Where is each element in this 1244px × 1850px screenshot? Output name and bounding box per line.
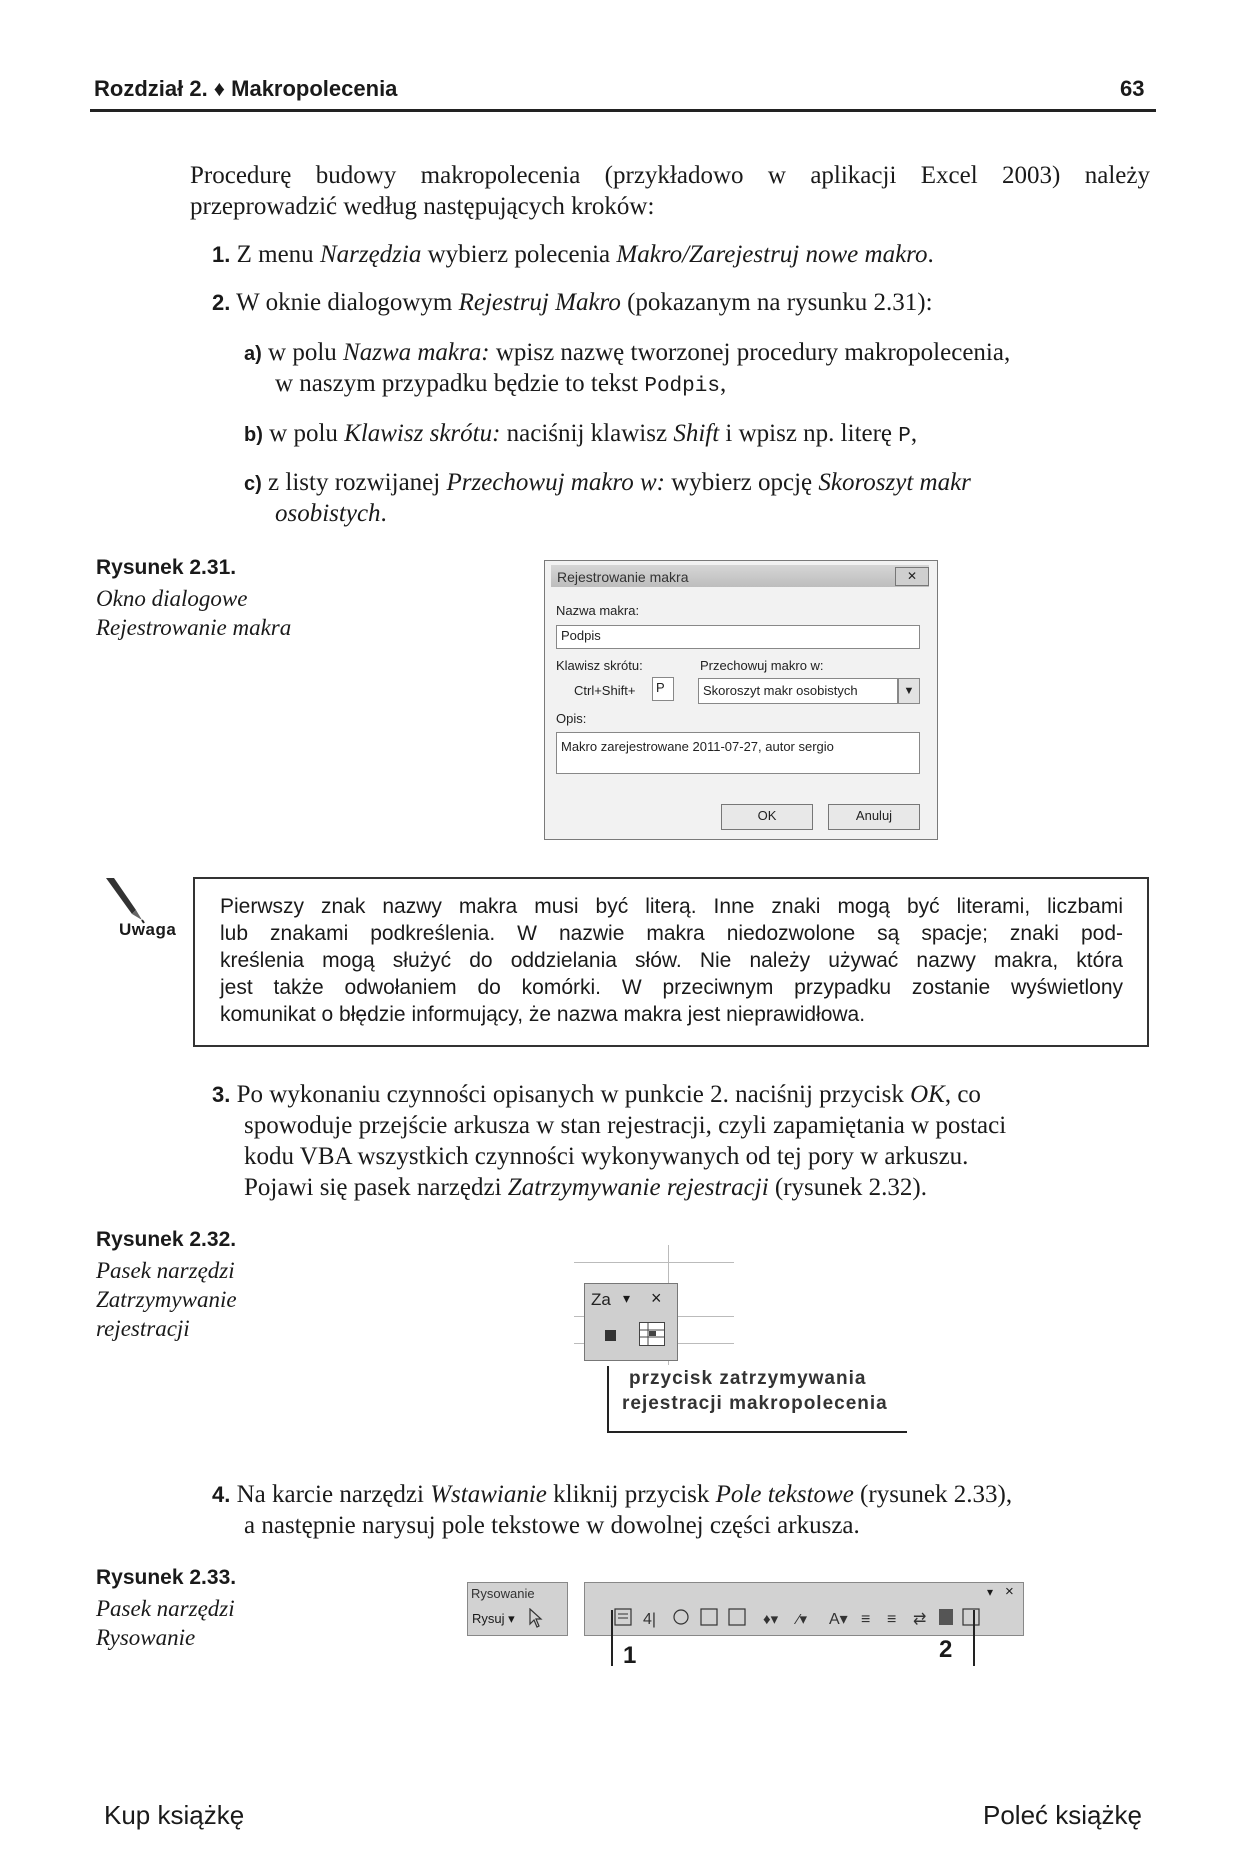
drawing-toolbar-left xyxy=(467,1582,568,1636)
fig-2-31-caption-1: Okno dialogowe xyxy=(96,586,248,611)
fig-2-33-caption-1: Pasek narzędzi xyxy=(96,1596,235,1621)
step-b-label: b) xyxy=(244,424,263,446)
fig-2-31-caption-2: Rejestrowanie makra xyxy=(96,615,292,640)
close-icon[interactable]: × xyxy=(651,1288,662,1308)
svg-text:≡: ≡ xyxy=(861,1611,871,1628)
step-4 xyxy=(212,1479,1012,1510)
fig-2-32-caption-3: rejestracji xyxy=(96,1316,190,1341)
select-objects-icon[interactable] xyxy=(528,1608,544,1633)
svg-text:⇄: ⇄ xyxy=(913,1611,927,1628)
note-line-5: komunikat o błędzie informujący, że nazwa makra jest nieprawidłowa. xyxy=(220,1003,866,1026)
step-2 xyxy=(212,287,933,318)
svg-text:4|: 4| xyxy=(643,1611,657,1628)
step-3-line-1: Po wykonaniu czynności opisanych w punkcie 2. naciśnij przycisk xyxy=(236,1081,911,1108)
step-a-text: w polu xyxy=(268,339,344,366)
step-3-number: 3. xyxy=(212,1082,231,1107)
step-4-mid: kliknij przycisk xyxy=(546,1481,716,1508)
dialog-title: Rejestrowanie makra xyxy=(557,569,689,585)
step-c-end: . xyxy=(380,500,387,527)
ok-button[interactable]: OK xyxy=(721,804,813,830)
step-3-line-1-end: , co xyxy=(944,1081,981,1108)
step-c-mid: wybierz opcję xyxy=(664,469,819,496)
step-3-line-4-end: (rysunek 2.32). xyxy=(768,1174,927,1201)
shortcut-key-input[interactable]: P xyxy=(652,677,674,701)
step-a xyxy=(244,337,1010,370)
field-store-em: Przechowuj makro w: xyxy=(446,469,665,496)
shortcut-prefix: Ctrl+Shift+ xyxy=(574,683,636,698)
step-1-text-mid: wybierz polecenia xyxy=(421,241,617,268)
svg-text:≡: ≡ xyxy=(887,1611,897,1628)
fig-2-32-title: Rysunek 2.32. xyxy=(96,1228,237,1251)
note-label: Uwaga xyxy=(119,920,177,939)
page-number: 63 xyxy=(1120,76,1145,101)
option-skoroszyt-em: Skoroszyt makr xyxy=(818,469,971,496)
stop-recording-icon[interactable] xyxy=(605,1330,616,1341)
callout-text-1: przycisk zatrzymywania xyxy=(629,1368,867,1389)
step-1-number: 1. xyxy=(212,242,231,267)
marker-1-line xyxy=(611,1610,613,1666)
drawing-tool-icons[interactable] xyxy=(611,1605,1021,1631)
record-macro-dialog xyxy=(544,560,938,840)
step-b-mid2: i wpisz np. literę xyxy=(719,420,899,447)
close-icon[interactable]: × xyxy=(1005,1583,1014,1600)
drawing-toolbar-right xyxy=(584,1582,1024,1636)
step-b-text: w polu xyxy=(269,420,345,447)
step-2-text: W oknie dialogowym xyxy=(236,289,459,316)
step-a-end: , xyxy=(719,370,727,397)
step-4-line-1: Na karcie narzędzi xyxy=(236,1481,431,1508)
callout-line-vertical xyxy=(607,1366,609,1432)
step-c-label: c) xyxy=(244,473,262,495)
store-select[interactable]: Skoroszyt makr osobistych xyxy=(698,678,898,704)
relative-reference-icon[interactable] xyxy=(639,1322,665,1346)
step-4-number: 4. xyxy=(212,1482,231,1507)
step-1-end: . xyxy=(927,241,934,268)
marker-1: 1 xyxy=(623,1642,637,1669)
step-3-line-4 xyxy=(244,1172,927,1203)
note-line-1: Pierwszy znak nazwy makra musi być literą. Inne znaki mogą być literami, liczbami xyxy=(220,895,1123,918)
step-3-line-3: kodu VBA wszystkich czynności wykonywanych od tej pory w arkuszu. xyxy=(244,1143,969,1170)
step-4-line-2: a następnie narysuj pole tekstowe w dowolnej części arkusza. xyxy=(244,1512,860,1539)
description-textarea[interactable]: Makro zarejestrowane 2011-07-27, autor sergio xyxy=(556,732,920,774)
code-podpis: Podpis xyxy=(644,375,720,398)
step-b-end: , xyxy=(910,420,918,447)
step-3-line-4-text: Pojawi się pasek narzędzi xyxy=(244,1174,508,1201)
svg-text:A▾: A▾ xyxy=(829,1611,848,1628)
buy-book-link[interactable]: Kup książkę xyxy=(104,1800,245,1830)
button-pole-tekstowe-em: Pole tekstowe xyxy=(715,1481,854,1508)
fig-2-33-caption-2: Rysowanie xyxy=(96,1625,196,1650)
name-label: Nazwa makra: xyxy=(556,603,640,618)
dialog-name-em: Rejestruj Makro xyxy=(458,289,621,316)
step-1 xyxy=(212,239,934,270)
toolbar-name-em: Zatrzymywanie rejestracji xyxy=(507,1174,769,1201)
draw-menu-button[interactable]: Rysuj ▾ xyxy=(472,1611,515,1626)
store-label: Przechowuj makro w: xyxy=(700,658,824,673)
step-2-number: 2. xyxy=(212,290,231,315)
fig-2-32-caption-1: Pasek narzędzi xyxy=(96,1258,235,1283)
step-3-line-2: spowoduje przejście arkusza w stan rejestracji, czyli zapamiętania w postaci xyxy=(244,1112,1007,1139)
step-3 xyxy=(212,1079,981,1110)
note-line-3: kreślenia mogą służyć do oddzielania słów. Nie należy używać nazwy makra, która xyxy=(220,949,1123,972)
button-ok-em: OK xyxy=(910,1081,945,1108)
shortcut-label: Klawisz skrótu: xyxy=(556,658,643,673)
marker-2-line xyxy=(973,1610,975,1666)
note-line-4: jest także odwołaniem do komórki. W przeciwnym przypadku zostanie wyświetlony xyxy=(220,976,1123,999)
command-zarejestruj: Makro/Zarejestruj nowe makro xyxy=(616,241,928,268)
cancel-button[interactable]: Anuluj xyxy=(828,804,920,830)
note-line-2: lub znakami podkreślenia. W nazwie makra niedozwolone są spacje; znaki pod- xyxy=(220,922,1123,945)
description-label: Opis: xyxy=(556,711,587,726)
step-a-line-2 xyxy=(275,368,726,402)
fig-2-33-title: Rysunek 2.33. xyxy=(96,1566,237,1589)
toolbar-options-icon[interactable]: ▾ xyxy=(623,1290,631,1306)
macro-name-input[interactable]: Podpis xyxy=(556,625,920,649)
sheet-gridline xyxy=(574,1262,734,1263)
toolbar-title: Za xyxy=(591,1290,611,1309)
recommend-book-link[interactable]: Poleć książkę xyxy=(983,1800,1142,1830)
callout-text-2: rejestracji makropolecenia xyxy=(622,1393,888,1414)
toolbar-options-icon[interactable]: ▾ xyxy=(987,1585,994,1599)
stop-recording-toolbar xyxy=(584,1283,678,1361)
close-icon[interactable]: ✕ xyxy=(895,567,929,586)
draw-menu-label: Rysuj xyxy=(472,1611,505,1626)
step-c-line-2 xyxy=(275,498,387,529)
field-shortcut-em: Klawisz skrótu: xyxy=(344,420,501,447)
dialog-title-bar xyxy=(551,565,929,587)
fig-2-32-caption-2: Zatrzymywanie xyxy=(96,1287,237,1312)
step-b-mid: naciśnij klawisz xyxy=(500,420,674,447)
step-a-mid: wpisz nazwę tworzonej procedury makropolecenia, xyxy=(489,339,1011,366)
chevron-down-icon[interactable]: ▼ xyxy=(898,678,920,704)
svg-text:♦▾: ♦▾ xyxy=(763,1611,779,1628)
step-a-line-2-text: w naszym przypadku będzie to tekst xyxy=(275,370,645,397)
code-p: P xyxy=(898,425,911,448)
header-rule xyxy=(90,109,1156,112)
step-c xyxy=(244,467,971,500)
step-4-end: (rysunek 2.33), xyxy=(853,1481,1013,1508)
toolbar-title: Rysowanie xyxy=(471,1586,535,1601)
marker-2: 2 xyxy=(939,1636,953,1663)
intro-line-2: przeprowadzić według następujących kroków: xyxy=(190,193,655,220)
callout-line-horizontal xyxy=(607,1431,907,1433)
step-2-end: (pokazanym na rysunku 2.31): xyxy=(620,289,933,316)
step-c-text: z listy rozwijanej xyxy=(268,469,447,496)
svg-text:⁄▾: ⁄▾ xyxy=(797,1611,808,1628)
tab-wstawianie-em: Wstawianie xyxy=(430,1481,547,1508)
intro-line-1: Procedurę budowy makropolecenia (przykładowo w aplikacji Excel 2003) należy xyxy=(190,162,1150,189)
step-a-label: a) xyxy=(244,343,262,365)
step-1-text: Z menu xyxy=(236,241,320,268)
field-name-em: Nazwa makra: xyxy=(343,339,490,366)
fig-2-31-title: Rysunek 2.31. xyxy=(96,556,237,579)
step-b xyxy=(244,418,917,452)
menu-narzedzia: Narzędzia xyxy=(319,241,422,268)
key-shift-em: Shift xyxy=(673,420,720,447)
running-header-chapter: Rozdział 2. ♦ Makropolecenia xyxy=(94,76,398,101)
option-osobistych-em: osobistych xyxy=(275,500,381,527)
